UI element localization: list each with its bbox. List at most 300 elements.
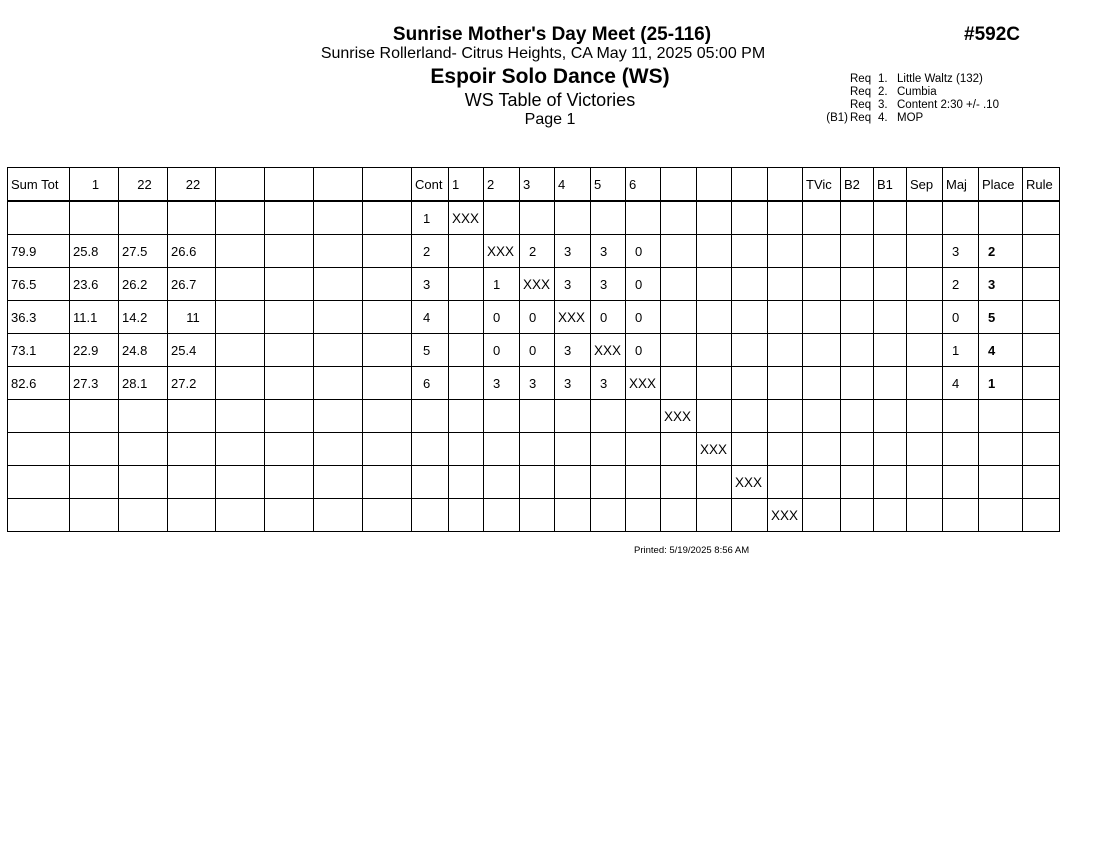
table-cell <box>697 201 732 235</box>
table-cell <box>907 235 943 268</box>
table-cell <box>907 268 943 301</box>
table-cell: 25.8 <box>70 235 119 268</box>
table-cell <box>979 499 1023 532</box>
table-cell: 3 <box>555 268 591 301</box>
event-number: #592C <box>964 24 1020 45</box>
table-cell <box>70 201 119 235</box>
meet-title: Sunrise Mother's Day Meet (25-116) <box>392 24 712 45</box>
table-cell <box>119 400 168 433</box>
requirement-prefix <box>808 99 849 112</box>
requirement-number: 2. <box>878 86 888 98</box>
table-cell <box>697 334 732 367</box>
table-cell <box>520 400 555 433</box>
table-cell <box>803 499 841 532</box>
table-row <box>8 433 1060 466</box>
table-cell <box>8 433 70 466</box>
table-cell <box>449 499 484 532</box>
table-cell <box>1023 201 1060 235</box>
table-cell: 5 <box>412 334 449 367</box>
table-cell <box>265 367 314 400</box>
table-cell: 1 <box>412 201 449 235</box>
requirement-item <box>808 99 999 112</box>
table-row <box>8 268 1060 301</box>
table-cell <box>1023 235 1060 268</box>
table-cell <box>841 268 874 301</box>
table-cell: 26.2 <box>119 268 168 301</box>
venue-date-line: Sunrise Rollerland- Citrus Heights, CA May 11, 2025 05:00 PM <box>320 45 766 62</box>
event-title: Espoir Solo Dance (WS) <box>430 65 670 88</box>
table-cell <box>874 466 907 499</box>
table-cell <box>661 499 697 532</box>
table-cell: 11.1 <box>70 301 119 334</box>
table-cell <box>363 334 412 367</box>
table-cell <box>803 334 841 367</box>
page-label: Page 1 <box>524 111 576 128</box>
table-cell <box>363 400 412 433</box>
table-cell <box>363 201 412 235</box>
table-cell <box>265 235 314 268</box>
table-cell: 4 <box>943 367 979 400</box>
column-header: 22 <box>168 168 216 202</box>
table-cell <box>591 499 626 532</box>
table-cell: 3 <box>484 367 520 400</box>
table-cell <box>520 433 555 466</box>
column-header <box>732 168 768 202</box>
table-cell <box>768 466 803 499</box>
table-cell: 76.5 <box>8 268 70 301</box>
table-cell <box>555 499 591 532</box>
table-cell <box>841 334 874 367</box>
table-cell <box>314 201 363 235</box>
table-cell <box>661 235 697 268</box>
table-cell: 1 <box>979 367 1023 400</box>
table-cell: 3 <box>591 268 626 301</box>
table-cell <box>314 235 363 268</box>
requirement-item <box>808 73 999 86</box>
table-cell <box>555 400 591 433</box>
table-row <box>8 235 1060 268</box>
table-cell <box>626 433 661 466</box>
table-cell: XXX <box>661 400 697 433</box>
table-cell: 25.4 <box>168 334 216 367</box>
table-cell: 0 <box>484 301 520 334</box>
requirement-number: 3. <box>878 99 888 111</box>
table-cell: 23.6 <box>70 268 119 301</box>
column-header: Sep <box>907 168 943 202</box>
table-row <box>8 301 1060 334</box>
table-cell <box>732 268 768 301</box>
table-cell: 0 <box>626 268 661 301</box>
table-cell <box>363 499 412 532</box>
table-cell <box>363 367 412 400</box>
table-cell: 2 <box>943 268 979 301</box>
table-cell: 3 <box>591 367 626 400</box>
table-cell <box>768 400 803 433</box>
requirement-number: 1. <box>878 73 888 85</box>
table-cell <box>626 400 661 433</box>
column-header: 22 <box>119 168 168 202</box>
table-cell: 14.2 <box>119 301 168 334</box>
table-cell <box>697 301 732 334</box>
table-cell <box>449 301 484 334</box>
requirement-word: Req <box>850 86 872 98</box>
table-cell: 0 <box>943 301 979 334</box>
table-cell <box>216 367 265 400</box>
table-cell <box>216 334 265 367</box>
table-cell <box>449 235 484 268</box>
table-cell <box>484 466 520 499</box>
table-cell <box>1023 334 1060 367</box>
table-cell <box>979 400 1023 433</box>
table-cell <box>907 400 943 433</box>
table-cell <box>412 499 449 532</box>
table-cell <box>697 499 732 532</box>
table-cell: XXX <box>697 433 732 466</box>
table-cell <box>874 201 907 235</box>
table-cell: 82.6 <box>8 367 70 400</box>
table-cell: 79.9 <box>8 235 70 268</box>
requirement-text: Cumbia <box>897 86 937 98</box>
table-cell <box>768 268 803 301</box>
table-cell <box>732 201 768 235</box>
table-cell <box>661 466 697 499</box>
table-cell <box>314 499 363 532</box>
table-cell: 2 <box>412 235 449 268</box>
table-cell <box>216 268 265 301</box>
table-cell <box>591 433 626 466</box>
table-cell <box>520 201 555 235</box>
requirement-prefix: (B1) <box>826 112 848 124</box>
table-cell: 1 <box>484 268 520 301</box>
table-cell <box>768 201 803 235</box>
table-cell: XXX <box>449 201 484 235</box>
table-cell <box>216 301 265 334</box>
table-header <box>8 168 1060 202</box>
requirement-word: Req <box>850 112 872 124</box>
table-cell <box>70 433 119 466</box>
table-cell <box>168 433 216 466</box>
table-cell <box>591 201 626 235</box>
table-cell: XXX <box>484 235 520 268</box>
column-header: Place <box>979 168 1023 202</box>
table-cell <box>555 201 591 235</box>
table-cell <box>768 334 803 367</box>
table-cell <box>484 433 520 466</box>
table-cell <box>803 433 841 466</box>
table-cell <box>943 433 979 466</box>
table-cell <box>119 201 168 235</box>
table-cell <box>768 235 803 268</box>
requirement-item <box>808 112 999 125</box>
table-cell: 36.3 <box>8 301 70 334</box>
requirement-word: Req <box>850 99 872 111</box>
table-cell: 3 <box>943 235 979 268</box>
printed-timestamp: Printed: 5/19/2025 8:56 AM <box>634 545 750 556</box>
table-cell <box>449 433 484 466</box>
table-cell <box>70 466 119 499</box>
requirement-text: Little Waltz (132) <box>897 73 983 85</box>
table-cell: 3 <box>555 334 591 367</box>
requirement-word: Req <box>850 73 872 85</box>
table-cell <box>661 201 697 235</box>
column-header <box>314 168 363 202</box>
table-cell <box>449 466 484 499</box>
table-cell <box>1023 367 1060 400</box>
table-row <box>8 367 1060 400</box>
header-row <box>8 168 1060 202</box>
table-cell <box>626 201 661 235</box>
table-cell: 1 <box>943 334 979 367</box>
table-cell <box>841 201 874 235</box>
table-cell: 3 <box>979 268 1023 301</box>
table-cell: 6 <box>412 367 449 400</box>
table-cell <box>803 301 841 334</box>
table-cell <box>697 235 732 268</box>
table-cell <box>907 334 943 367</box>
table-cell <box>555 466 591 499</box>
table-cell <box>555 433 591 466</box>
table-cell <box>265 400 314 433</box>
table-cell <box>314 334 363 367</box>
table-cell <box>874 367 907 400</box>
table-cell <box>979 466 1023 499</box>
table-cell <box>732 400 768 433</box>
table-title: WS Table of Victories <box>464 90 636 110</box>
table-cell <box>314 268 363 301</box>
table-row <box>8 466 1060 499</box>
table-cell <box>363 268 412 301</box>
table-cell <box>1023 268 1060 301</box>
table-cell <box>979 433 1023 466</box>
table-cell <box>803 367 841 400</box>
requirement-number: 4. <box>878 112 888 124</box>
table-cell <box>1023 466 1060 499</box>
table-cell <box>8 499 70 532</box>
table-cell <box>168 466 216 499</box>
table-cell <box>314 433 363 466</box>
column-header: Sum Tot <box>8 168 70 202</box>
table-cell: 0 <box>591 301 626 334</box>
table-cell <box>363 433 412 466</box>
table-cell <box>907 466 943 499</box>
table-cell <box>314 367 363 400</box>
requirement-prefix <box>808 73 849 86</box>
table-cell <box>841 433 874 466</box>
table-cell: 0 <box>484 334 520 367</box>
column-header: Cont <box>412 168 449 202</box>
table-cell <box>1023 499 1060 532</box>
table-cell <box>265 334 314 367</box>
table-cell: 4 <box>412 301 449 334</box>
table-cell: XXX <box>732 466 768 499</box>
table-cell: 26.7 <box>168 268 216 301</box>
table-cell <box>265 433 314 466</box>
table-cell <box>216 499 265 532</box>
table-cell: 0 <box>626 301 661 334</box>
table-cell: 27.5 <box>119 235 168 268</box>
table-cell <box>732 334 768 367</box>
table-cell <box>8 201 70 235</box>
table-cell <box>1023 301 1060 334</box>
table-cell <box>449 400 484 433</box>
table-cell: 11 <box>168 301 216 334</box>
table-cell <box>265 201 314 235</box>
table-cell <box>874 301 907 334</box>
requirement-prefix <box>808 86 849 99</box>
table-cell <box>449 367 484 400</box>
table-cell: 2 <box>979 235 1023 268</box>
table-cell: 0 <box>520 301 555 334</box>
table-cell: 3 <box>520 367 555 400</box>
table-cell <box>803 466 841 499</box>
requirement-item <box>808 86 999 99</box>
table-cell <box>732 433 768 466</box>
table-cell: 27.3 <box>70 367 119 400</box>
table-cell <box>484 400 520 433</box>
table-cell <box>216 400 265 433</box>
table-cell <box>661 301 697 334</box>
table-cell <box>1023 433 1060 466</box>
table-cell <box>314 466 363 499</box>
table-cell: 0 <box>626 235 661 268</box>
column-header <box>363 168 412 202</box>
table-cell: 24.8 <box>119 334 168 367</box>
column-header: 3 <box>520 168 555 202</box>
table-cell <box>484 201 520 235</box>
table-cell <box>412 433 449 466</box>
table-cell <box>943 201 979 235</box>
table-cell: 73.1 <box>8 334 70 367</box>
table-cell <box>520 466 555 499</box>
table-cell <box>363 301 412 334</box>
column-header: 4 <box>555 168 591 202</box>
column-header: 2 <box>484 168 520 202</box>
table-row <box>8 201 1060 235</box>
table-cell <box>265 466 314 499</box>
table-cell <box>979 201 1023 235</box>
table-cell: 2 <box>520 235 555 268</box>
table-cell <box>732 367 768 400</box>
table-cell <box>841 367 874 400</box>
table-cell <box>70 499 119 532</box>
table-cell <box>661 367 697 400</box>
table-cell <box>661 433 697 466</box>
table-cell <box>363 466 412 499</box>
column-header: 1 <box>70 168 119 202</box>
table-cell <box>803 201 841 235</box>
column-header <box>768 168 803 202</box>
column-header: B2 <box>841 168 874 202</box>
table-cell: 26.6 <box>168 235 216 268</box>
table-cell <box>803 268 841 301</box>
table-cell <box>943 499 979 532</box>
table-cell: 0 <box>626 334 661 367</box>
table-cell <box>841 499 874 532</box>
column-header: 1 <box>449 168 484 202</box>
table-cell: 5 <box>979 301 1023 334</box>
table-cell <box>841 235 874 268</box>
column-header: TVic <box>803 168 841 202</box>
table-cell <box>265 499 314 532</box>
column-header <box>697 168 732 202</box>
table-cell <box>412 400 449 433</box>
table-cell <box>119 466 168 499</box>
table-cell <box>168 499 216 532</box>
table-cell <box>907 367 943 400</box>
column-header: Rule <box>1023 168 1060 202</box>
table-cell <box>591 466 626 499</box>
table-cell <box>907 301 943 334</box>
table-cell <box>768 433 803 466</box>
table-cell: 3 <box>555 235 591 268</box>
table-cell: 3 <box>412 268 449 301</box>
table-cell <box>874 334 907 367</box>
table-cell <box>216 201 265 235</box>
table-cell <box>907 499 943 532</box>
table-cell <box>874 235 907 268</box>
table-cell <box>803 400 841 433</box>
table-cell <box>216 466 265 499</box>
table-cell <box>768 367 803 400</box>
table-cell <box>8 466 70 499</box>
table-cell <box>943 466 979 499</box>
table-cell <box>168 201 216 235</box>
table-cell <box>768 301 803 334</box>
table-cell <box>661 268 697 301</box>
table-cell <box>412 466 449 499</box>
requirement-text: MOP <box>897 112 924 124</box>
table-cell <box>216 235 265 268</box>
table-cell <box>119 433 168 466</box>
table-cell: 0 <box>520 334 555 367</box>
column-header: 6 <box>626 168 661 202</box>
column-header: 5 <box>591 168 626 202</box>
table-cell <box>119 499 168 532</box>
table-cell <box>841 400 874 433</box>
table-cell <box>874 499 907 532</box>
column-header <box>265 168 314 202</box>
table-cell: 3 <box>591 235 626 268</box>
table-row <box>8 499 1060 532</box>
column-header: B1 <box>874 168 907 202</box>
table-cell <box>591 400 626 433</box>
table-cell <box>265 301 314 334</box>
table-cell: 22.9 <box>70 334 119 367</box>
table-cell <box>943 400 979 433</box>
table-cell: 3 <box>555 367 591 400</box>
table-cell <box>484 499 520 532</box>
table-cell <box>841 301 874 334</box>
table-body <box>8 201 1060 532</box>
table-cell <box>874 433 907 466</box>
victories-table <box>7 167 1060 532</box>
table-cell <box>314 301 363 334</box>
table-cell <box>697 268 732 301</box>
table-row <box>8 400 1060 433</box>
table-cell <box>803 235 841 268</box>
table-cell: XXX <box>555 301 591 334</box>
table-cell <box>841 466 874 499</box>
table-cell: 27.2 <box>168 367 216 400</box>
table-cell <box>70 400 119 433</box>
table-cell <box>907 433 943 466</box>
table-cell: XXX <box>626 367 661 400</box>
table-row <box>8 334 1060 367</box>
table-cell <box>363 235 412 268</box>
table-cell <box>626 466 661 499</box>
table-cell <box>697 400 732 433</box>
requirement-text: Content 2:30 +/- .10 <box>897 99 999 111</box>
